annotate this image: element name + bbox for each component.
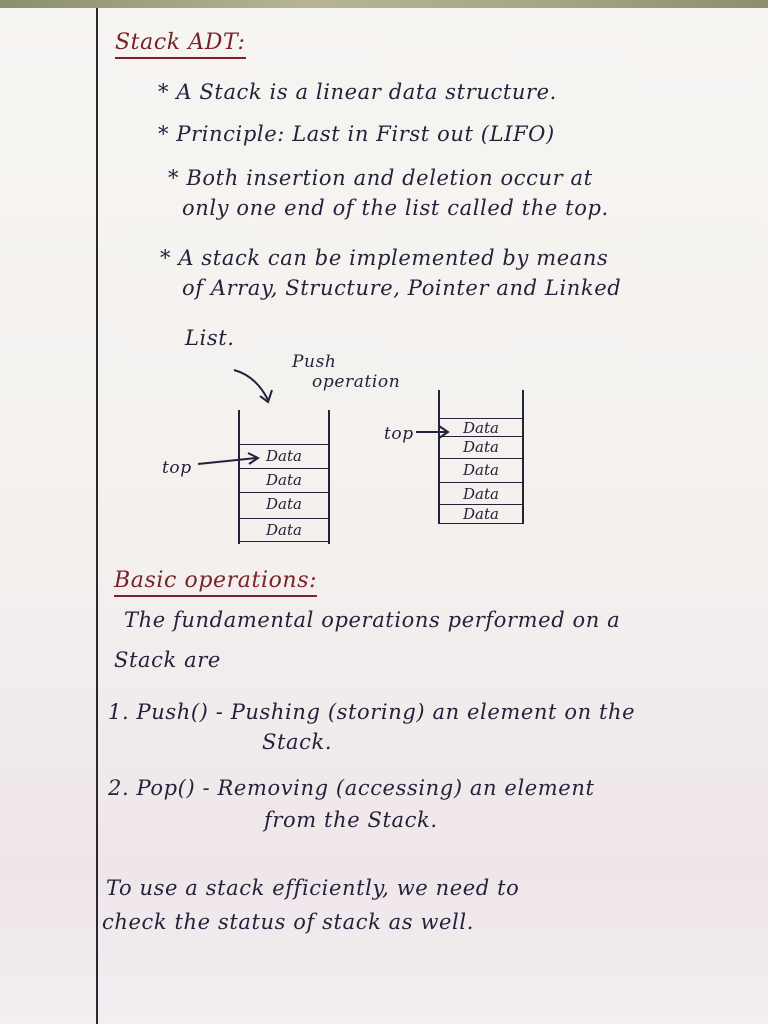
stack-left [238,410,330,544]
stack-right [438,390,524,524]
closing-line-1: To use a stack efficiently, we need to [106,876,520,900]
stack-left-cell-2: Data [240,468,328,491]
bullet-2: * Principle: Last in First out (LIFO) [158,122,555,146]
operation-push-line-1: 1. Push() - Pushing (storing) an element on the [108,700,636,724]
closing-line-2: check the status of stack as well. [102,910,474,934]
stack-left-cell-3: Data [240,492,328,515]
margin-line [96,8,98,1024]
push-arrow-icon [228,362,288,412]
page-title: Stack ADT: [115,30,246,59]
stack-right-cell-2: Data [440,436,522,457]
stack-right-cell-4: Data [440,482,522,505]
section-heading: Basic operations: [114,568,317,597]
bullet-1: * A Stack is a linear data structure. [158,80,557,104]
bullet-4-line-1: * A stack can be implemented by means [160,246,609,270]
push-label-1: Push [292,352,337,372]
bullet-4-line-3: List. [185,326,235,350]
section-intro-line-2: Stack are [114,648,221,672]
right-top-label: top [384,424,414,444]
section-intro-line-1: The fundamental operations performed on a [124,608,621,632]
left-top-arrow-icon [196,452,266,472]
bullet-4-line-2: of Array, Structure, Pointer and Linked [182,276,622,300]
stack-right-cell-3: Data [440,458,522,481]
operation-pop-line-1: 2. Pop() - Removing (accessing) an element [108,776,595,800]
operation-pop-line-2: from the Stack. [264,808,438,832]
bullet-3-line-2: only one end of the list called the top. [182,196,609,220]
stack-right-cell-5: Data [440,504,522,524]
stack-left-cell-1: Data [240,444,328,467]
stack-left-cell-4: Data [240,518,328,542]
right-top-arrow-icon [414,422,454,442]
bullet-3-line-1: * Both insertion and deletion occur at [168,166,593,190]
operation-push-line-2: Stack. [262,730,333,754]
stack-right-cell-1: Data [440,418,522,437]
left-top-label: top [162,458,192,478]
page-top-edge [0,0,768,8]
push-label-2: operation [312,372,401,392]
